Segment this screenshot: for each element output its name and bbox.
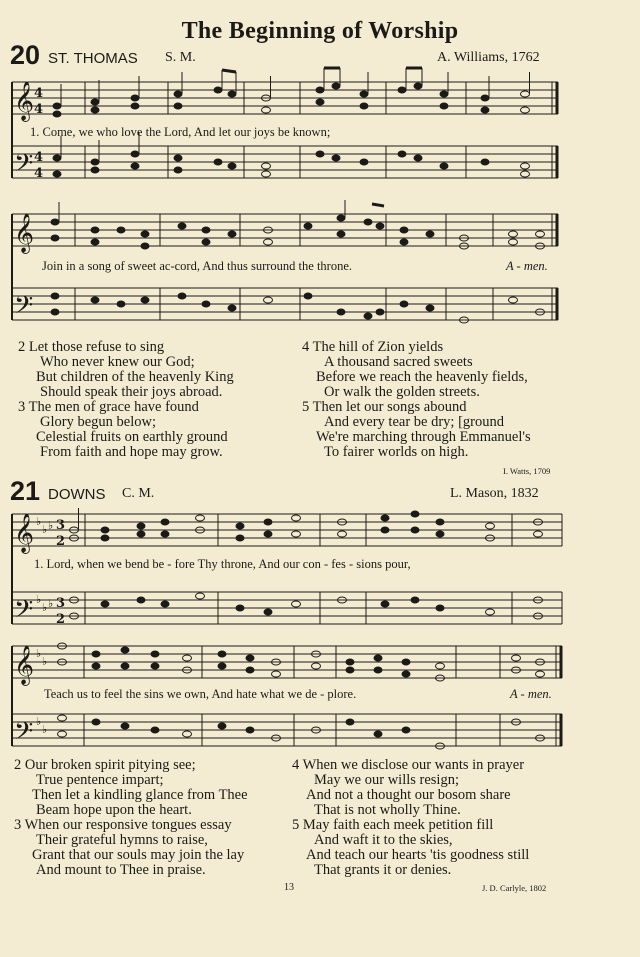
verse-line: True pentence impart; bbox=[36, 772, 164, 788]
svg-text:2: 2 bbox=[56, 534, 66, 549]
svg-text:♭: ♭ bbox=[48, 597, 54, 610]
lyric-line-20b bbox=[42, 259, 352, 274]
verse-line: Grant that our souls may join the lay bbox=[32, 847, 245, 863]
lyric-line-20a: 1. Come, we who love the Lord, And let our joys be known; bbox=[30, 125, 331, 139]
verse-line: And mount to Thee in praise. bbox=[36, 862, 206, 878]
svg-text:♭: ♭ bbox=[36, 593, 42, 606]
verse-line: Then let a kindling glance from Thee bbox=[32, 787, 248, 803]
page-title: The Beginning of Worship bbox=[181, 18, 459, 44]
svg-text:4: 4 bbox=[34, 166, 44, 181]
svg-text:𝄞: 𝄞 bbox=[14, 513, 35, 553]
svg-text:♭: ♭ bbox=[42, 601, 48, 614]
verse-line: Their grateful hymns to raise, bbox=[36, 832, 208, 848]
svg-text:3: 3 bbox=[56, 518, 66, 533]
verse-line: Celestial fruits on earthly ground bbox=[36, 429, 228, 445]
verse-line: 2 Let those refuse to sing bbox=[18, 339, 165, 355]
verse-line: We're marching through Emmanuel's bbox=[316, 429, 531, 445]
svg-text:𝄞: 𝄞 bbox=[14, 213, 35, 253]
verse-line: That is not wholly Thine. bbox=[314, 802, 461, 818]
verse-line: 3 The men of grace have found bbox=[18, 399, 199, 415]
svg-text:♭: ♭ bbox=[42, 523, 48, 536]
page-number: 13 bbox=[284, 882, 294, 893]
svg-text:𝄞: 𝄞 bbox=[14, 645, 35, 685]
verse-line: Glory begun below; bbox=[40, 414, 156, 430]
composer: A. Williams, 1762 bbox=[437, 50, 540, 65]
svg-text:4: 4 bbox=[34, 86, 44, 101]
verse-line: And every tear be dry; [ground bbox=[324, 414, 504, 430]
svg-text:2: 2 bbox=[56, 612, 66, 627]
verse-line: From faith and hope may grow. bbox=[40, 444, 223, 460]
svg-text:3: 3 bbox=[56, 596, 66, 611]
verse-line: 4 When we disclose our wants in prayer bbox=[292, 757, 525, 773]
svg-text:♭: ♭ bbox=[36, 715, 42, 728]
verse-line: And waft it to the skies, bbox=[314, 832, 453, 848]
verse-line: 5 Then let our songs abound bbox=[302, 399, 467, 415]
hymn-number: 20 bbox=[10, 40, 41, 70]
verse-line: Before we reach the heavenly fields, bbox=[316, 369, 528, 385]
svg-text:𝄞: 𝄞 bbox=[14, 81, 35, 121]
verse-line: But children of the heavenly King bbox=[36, 369, 234, 385]
verse-line: And teach our hearts 'tis goodness still bbox=[306, 847, 530, 863]
verse-line: Who never knew our God; bbox=[40, 354, 195, 370]
verses-left-21 bbox=[14, 758, 248, 878]
verse-line: And not a thought our bosom share bbox=[306, 787, 511, 803]
hymn-number: 21 bbox=[10, 476, 41, 506]
verse-line: 5 May faith each meek petition fill bbox=[292, 817, 494, 833]
svg-text:♭: ♭ bbox=[36, 647, 42, 660]
amen-text: A - men. bbox=[510, 687, 552, 701]
svg-text:𝄢: 𝄢 bbox=[14, 291, 34, 326]
author-credit: J. D. Carlyle, 1802 bbox=[482, 883, 547, 893]
meter: C. M. bbox=[122, 486, 155, 501]
lyric-line-21b: Teach us to feel the sins we own, And hate what we de - plore. bbox=[44, 687, 357, 701]
verses-right-21 bbox=[292, 758, 529, 878]
svg-text:𝄢: 𝄢 bbox=[14, 717, 34, 752]
verse-line: May we our wills resign; bbox=[314, 772, 459, 788]
svg-text:♭: ♭ bbox=[36, 515, 42, 528]
verses-left-20 bbox=[18, 340, 234, 460]
verse-line: Or walk the golden streets. bbox=[324, 384, 480, 400]
composer: L. Mason, 1832 bbox=[450, 486, 539, 501]
verse-line: That grants it or denies. bbox=[314, 862, 452, 878]
author-credit: I. Watts, 1709 bbox=[503, 466, 551, 476]
svg-text:4: 4 bbox=[34, 102, 44, 117]
verse-line: 2 Our broken spirit pitying see; bbox=[14, 757, 196, 773]
svg-text:𝄢: 𝄢 bbox=[14, 149, 34, 184]
verse-line: A thousand sacred sweets bbox=[324, 354, 473, 370]
svg-text:𝄢: 𝄢 bbox=[14, 595, 34, 630]
lyric-text: Join in a song of sweet ac-cord, And thus surround the throne. bbox=[42, 259, 353, 273]
svg-text:♭: ♭ bbox=[42, 655, 48, 668]
meter: S. M. bbox=[165, 50, 196, 65]
verse-line: Should speak their joys abroad. bbox=[40, 384, 223, 400]
svg-text:♭: ♭ bbox=[48, 519, 54, 532]
tune-name-text: DOWNS bbox=[48, 486, 106, 503]
svg-text:4: 4 bbox=[34, 150, 44, 165]
verse-line: To fairer worlds on high. bbox=[324, 444, 469, 460]
amen-text: A - men. bbox=[506, 259, 548, 273]
tune-name-text: ST. THOMAS bbox=[48, 50, 138, 67]
verse-line: 4 The hill of Zion yields bbox=[302, 339, 444, 355]
verses-right-20 bbox=[302, 340, 531, 460]
svg-text:♭: ♭ bbox=[42, 723, 48, 736]
verse-line: Beam hope upon the heart. bbox=[36, 802, 192, 818]
verse-line: 3 When our responsive tongues essay bbox=[14, 817, 232, 833]
lyric-line-21a: 1. Lord, when we bend be - fore Thy throne, And our con - fes - sions pour, bbox=[34, 557, 411, 571]
